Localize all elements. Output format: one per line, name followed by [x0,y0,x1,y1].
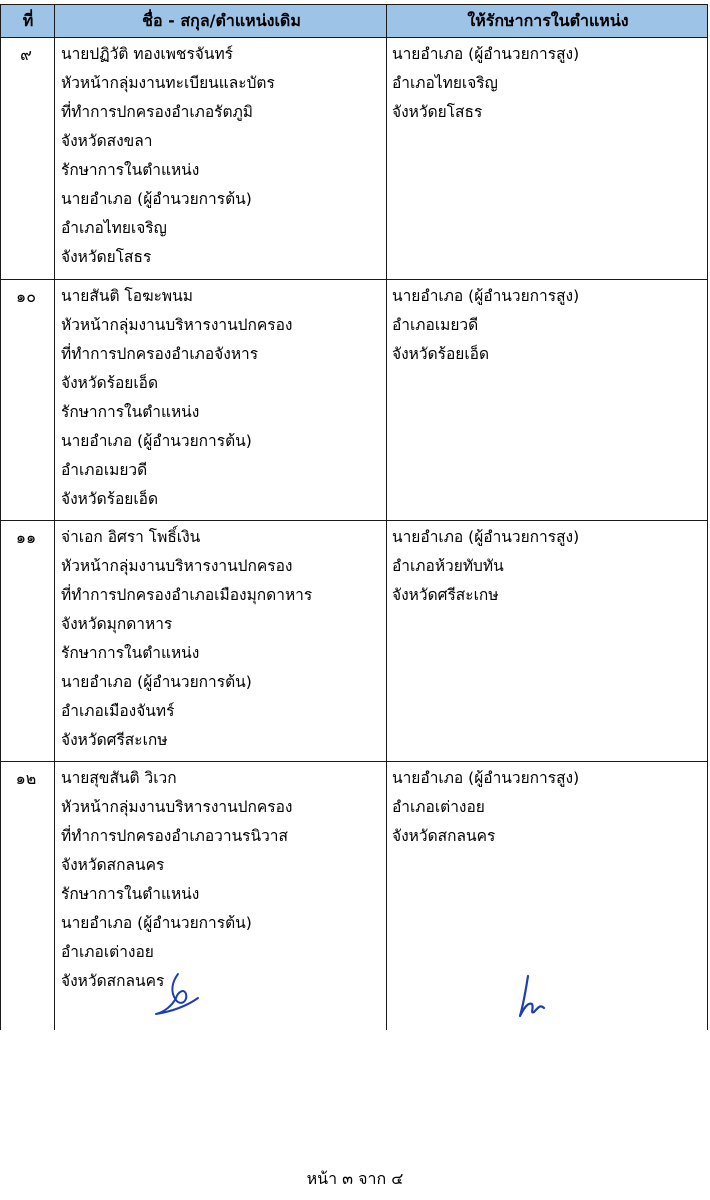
cell-line: จังหวัดสกลนคร [61,972,165,990]
cell-line: จังหวัดศรีสะเกษ [392,586,499,604]
row-number: ๑๒ [15,769,37,788]
cell-line: จังหวัดสกลนคร [392,827,496,845]
acting-position-cell [392,40,702,127]
cell-line: นายอำเภอ (ผู้อำนวยการสูง) [392,769,580,787]
cell-line: ที่ทำการปกครองอำเภอวานรนิวาส [61,827,288,845]
page-number: หน้า ๓ จาก ๔ [306,1169,404,1188]
cell-line: นายอำเภอ (ผู้อำนวยการต้น) [61,914,252,932]
header-col-original: ชื่อ - สกุล/ตำแหน่งเดิม [142,11,301,30]
cell-line: อำเภอเต่างอย [61,943,154,961]
table-row [0,762,708,1003]
cell-line: จ่าเอก อิศรา โพธิ์เงิน [61,528,201,546]
original-position-cell [61,523,381,755]
cell-line: อำเภอไทยเจริญ [392,74,498,92]
acting-position-cell [392,523,702,610]
cell-line: จังหวัดมุกดาหาร [61,615,173,633]
cell-line: อำเภอห้วยทับทัน [392,557,504,575]
signature-mark-right [514,972,550,1020]
cell-line: นายอำเภอ (ผู้อำนวยการสูง) [392,45,580,63]
cell-line: หัวหน้ากลุ่มงานบริหารงานปกครอง [61,316,293,334]
cell-line: อำเภอเมยวดี [392,316,479,334]
cell-line: นายสันติ โอฆะพนม [61,287,193,305]
cell-line: นายอำเภอ (ผู้อำนวยการสูง) [392,287,580,305]
header-col-no: ที่ [22,11,34,30]
cell-line: อำเภอเมยวดี [61,461,148,479]
cell-line: ที่ทำการปกครองอำเภอจังหาร [61,345,259,363]
header-col-acting: ให้รักษาการในตำแหน่ง [467,11,629,30]
row-number: ๙ [20,45,32,64]
cell-line: จังหวัดร้อยเอ็ด [61,374,159,392]
cell-line: ที่ทำการปกครองอำเภอรัตภูมิ [61,103,254,121]
cell-line: ที่ทำการปกครองอำเภอเมืองมุกดาหาร [61,586,313,604]
cell-line: จังหวัดร้อยเอ็ด [61,490,159,508]
cell-line: นายอำเภอ (ผู้อำนวยการต้น) [61,673,252,691]
row-number: ๑๑ [15,528,37,547]
table-row [0,521,708,762]
cell-line: จังหวัดยโสธร [61,248,152,266]
original-position-cell [61,40,381,272]
cell-line: จังหวัดสงขลา [61,132,153,150]
cell-line: จังหวัดยโสธร [392,103,483,121]
signature-mark-left [150,968,210,1020]
cell-line: จังหวัดศรีสะเกษ [61,731,168,749]
cell-line: รักษาการในตำแหน่ง [61,161,200,179]
cell-line: นายอำเภอ (ผู้อำนวยการสูง) [392,528,580,546]
acting-position-cell [392,764,702,851]
original-position-cell [61,282,381,514]
cell-line: นายปฏิวัติ ทองเพชรจันทร์ [61,45,233,63]
table-header [0,4,708,38]
cell-line: อำเภอไทยเจริญ [61,219,167,237]
cell-line: หัวหน้ากลุ่มงานบริหารงานปกครอง [61,798,293,816]
table-row [0,280,708,521]
cell-line: อำเภอเมืองจันทร์ [61,702,175,720]
cell-line: หัวหน้ากลุ่มงานบริหารงานปกครอง [61,557,293,575]
table-row [0,38,708,279]
cell-line: อำเภอเต่างอย [392,798,485,816]
acting-position-cell [392,282,702,369]
cell-line: นายอำเภอ (ผู้อำนวยการต้น) [61,190,252,208]
original-position-cell [61,764,381,996]
cell-line: จังหวัดร้อยเอ็ด [392,345,490,363]
cell-line: รักษาการในตำแหน่ง [61,644,200,662]
cell-line: นายอำเภอ (ผู้อำนวยการต้น) [61,432,252,450]
cell-line: รักษาการในตำแหน่ง [61,403,200,421]
cell-line: รักษาการในตำแหน่ง [61,885,200,903]
row-number: ๑๐ [16,287,36,306]
cell-line: จังหวัดสกลนคร [61,856,165,874]
cell-line: หัวหน้ากลุ่มงานทะเบียนและบัตร [61,74,275,92]
cell-line: นายสุขสันติ วิเวก [61,769,177,787]
